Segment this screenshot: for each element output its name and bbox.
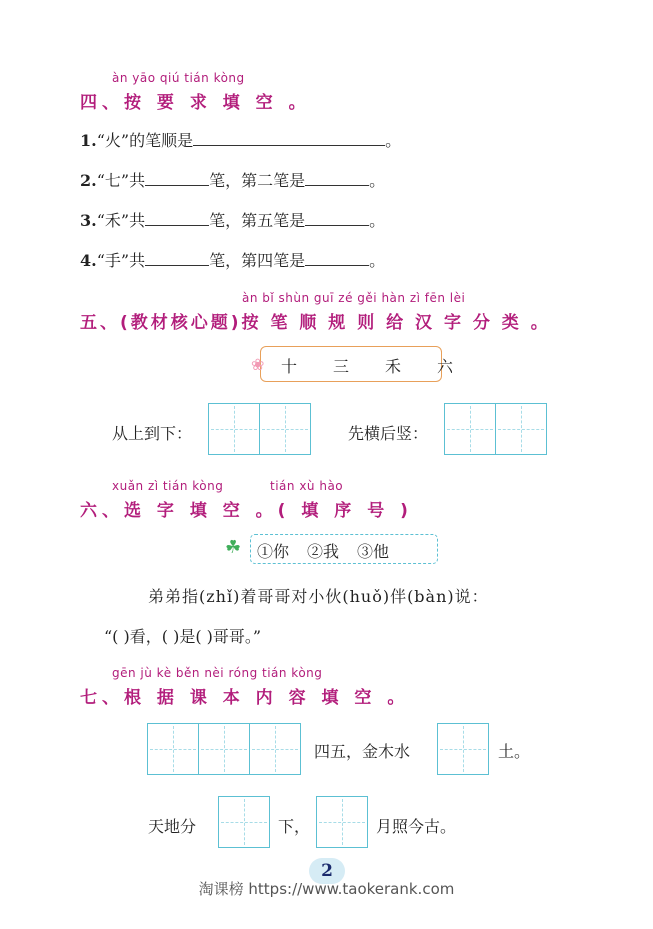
question-number: 4. [80,251,97,270]
answer-blank[interactable] [193,129,385,146]
question-number: 1. [80,131,97,150]
word-box [251,346,454,382]
option-item: ①你 [257,542,290,561]
option-item: ②我 [307,542,340,561]
label-top-to-bottom: 从上到下： [112,424,193,443]
writing-cell[interactable] [316,796,368,848]
grid-line1-start [147,723,300,775]
answer-blank[interactable] [305,249,369,266]
section6-sentence: 弟弟指(zhǐ)着哥哥对小伙(huǒ)伴(bàn)说： [148,587,489,606]
writing-cell[interactable] [218,796,270,848]
line2-middle-text: 下， [278,817,311,836]
question-number: 3. [80,211,97,230]
flower-icon: ❀ [251,355,265,374]
grid-horizontal-then-vertical [444,403,546,455]
question-end: 。 [385,131,402,150]
watermark: 淘课榜 https://www.taokerank.com [198,880,455,898]
option-box [225,534,438,564]
writing-cell[interactable] [444,403,496,455]
grid-line2-second [316,796,367,848]
section6-quote: “( )看，( )是( )哥哥。” [104,627,262,646]
grid-line2-first [218,796,269,848]
section4-title: 四、按 要 求 填 空 。 [80,93,311,113]
answer-blank[interactable] [145,249,209,266]
section6-pinyin-2: tián xù hào [270,479,344,493]
question-text-b: 笔，第四笔是 [209,251,306,270]
question-end: 。 [369,251,386,270]
answer-blank[interactable] [145,209,209,226]
grid-top-to-bottom [208,403,310,455]
option-item: ③他 [357,542,390,561]
writing-cell[interactable] [198,723,250,775]
question-text: “火”的笔顺是 [96,131,194,150]
question-end: 。 [369,211,386,230]
section7-pinyin: gēn jù kè běn nèi róng tián kòng [112,666,323,680]
section6-pinyin-1: xuǎn zì tián kòng [112,479,224,493]
writing-cell[interactable] [208,403,260,455]
section7-title: 七、根 据 课 本 内 容 填 空 。 [80,688,410,708]
line2-start-text: 天地分 [148,817,197,836]
answer-blank[interactable] [305,209,369,226]
line1-middle-text: 四五，金木水 [314,742,411,761]
question-number: 2. [80,171,97,190]
question-text-b: 笔，第五笔是 [209,211,306,230]
section4-pinyin: àn yāo qiú tián kòng [112,71,245,85]
word-item: 禾 [385,357,402,376]
question-text-b: 笔，第二笔是 [209,171,306,190]
question-text-a: “手”共 [96,251,146,270]
writing-cell[interactable] [259,403,311,455]
question-text-a: “七”共 [96,171,146,190]
line1-end-text: 土。 [498,742,531,761]
clover-icon: ☘ [225,537,242,558]
writing-cell[interactable] [437,723,489,775]
word-item: 十 [281,357,298,376]
option-list [257,539,389,562]
grid-line1-middle [437,723,488,775]
question-3 [80,208,385,231]
section6-title: 六、选 字 填 空 。( 填 序 号 ) [80,501,413,521]
writing-cell[interactable] [495,403,547,455]
question-1 [80,128,401,151]
section5-pinyin: àn bǐ shùn guī zé gěi hàn zì fēn lèi [242,291,466,305]
writing-cell[interactable] [249,723,301,775]
answer-blank[interactable] [305,169,369,186]
question-end: 。 [369,171,386,190]
answer-blank[interactable] [145,169,209,186]
page-number: 2 [321,861,333,881]
word-list [281,354,453,377]
label-horizontal-then-vertical: 先横后竖： [348,424,429,443]
writing-cell[interactable] [147,723,199,775]
word-item: 六 [437,357,454,376]
line2-end-text: 月照今古。 [376,817,457,836]
question-4 [80,248,385,271]
word-item: 三 [333,357,350,376]
section5-title: 五、(教材核心题)按 笔 顺 规 则 给 汉 字 分 类 。 [80,313,551,333]
question-2 [80,168,385,191]
question-text-a: “禾”共 [96,211,146,230]
